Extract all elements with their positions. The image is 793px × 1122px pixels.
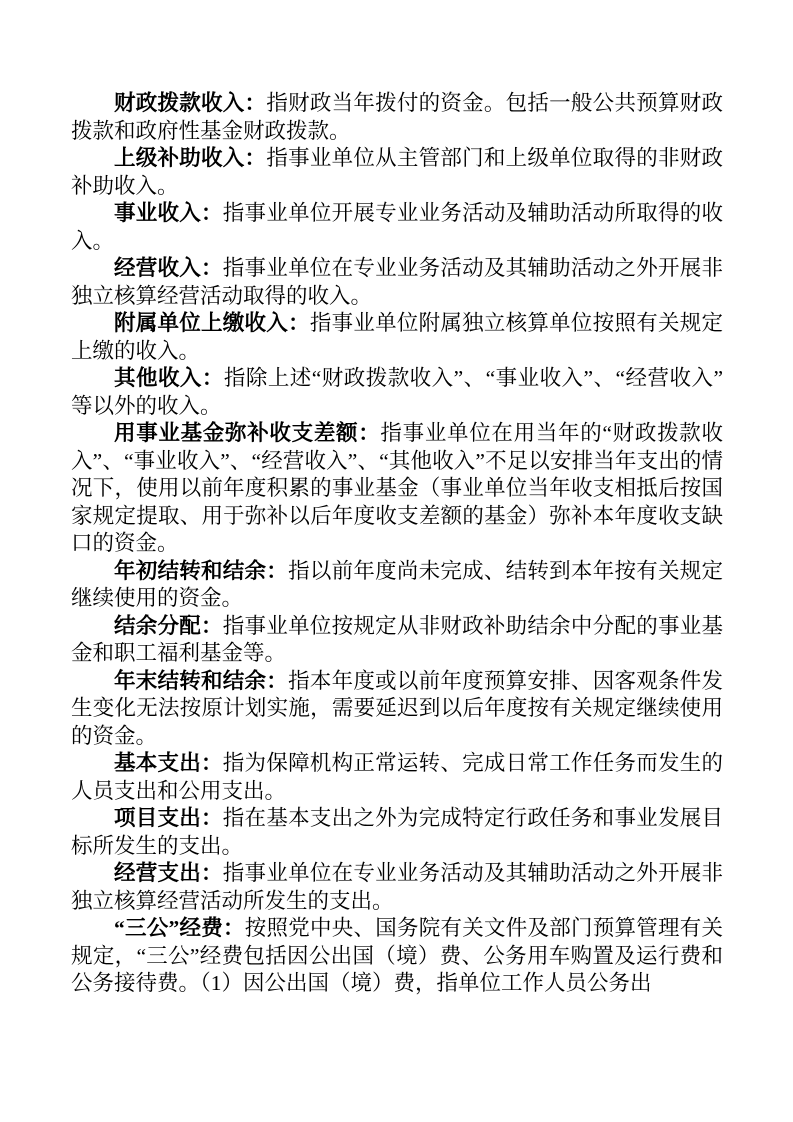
definition-paragraph bbox=[71, 915, 723, 998]
term-label: “三公”经费： bbox=[114, 916, 245, 940]
definition-paragraph bbox=[71, 860, 723, 915]
definition-text: 指事业单位在专业业务活动及其辅助活动之外开展非独立核算经营活动取得的收入。 bbox=[71, 256, 723, 308]
term-label: 年末结转和结余： bbox=[114, 668, 289, 693]
definition-text: 指财政当年拨付的资金。包括一般公共预算财政拨款和政府性基金财政拨款。 bbox=[71, 91, 723, 143]
term-label: 财政拨款收入： bbox=[114, 91, 267, 115]
term-label: 经营支出： bbox=[114, 861, 223, 885]
definition-text: 指事业单位附属独立核算单位按照有关规定上缴的收入。 bbox=[71, 311, 723, 363]
definition-paragraph bbox=[71, 145, 723, 200]
definition-text: 按照党中央、国务院有关文件及部门预算管理有关规定，“三公”经费包括因公出国（境）费、公务用车购置及运行费和公务接待费。（1）因公出国（境）费，指单位工作人员公务出 bbox=[71, 916, 723, 995]
definition-paragraph bbox=[71, 365, 723, 420]
definition-paragraph bbox=[71, 558, 723, 613]
term-label: 经营收入： bbox=[114, 256, 223, 280]
term-label: 其他收入： bbox=[114, 366, 224, 390]
term-label: 结余分配： bbox=[114, 613, 223, 638]
definition-paragraph bbox=[71, 200, 723, 255]
definition-text: 指事业单位从主管部门和上级单位取得的非财政补助收入。 bbox=[71, 146, 723, 198]
definition-paragraph bbox=[71, 310, 723, 365]
definition-text: 指以前年度尚未完成、结转到本年按有关规定继续使用的资金。 bbox=[71, 558, 723, 610]
term-label: 上级补助收入： bbox=[114, 146, 267, 170]
definition-paragraph bbox=[71, 750, 723, 805]
definition-text: 指除上述“财政拨款收入”、“事业收入”、“经营收入”等以外的收入。 bbox=[71, 366, 723, 418]
term-label: 事业收入： bbox=[114, 201, 223, 225]
definition-text: 指在基本支出之外为完成特定行政任务和事业发展目标所发生的支出。 bbox=[71, 806, 723, 858]
term-label: 项目支出： bbox=[114, 806, 223, 830]
definition-text: 指事业单位开展专业业务活动及辅助活动所取得的收入。 bbox=[71, 201, 723, 253]
definition-text: 指为保障机构正常运转、完成日常工作任务而发生的人员支出和公用支出。 bbox=[71, 751, 723, 803]
definition-paragraph bbox=[71, 613, 723, 668]
term-label: 附属单位上缴收入： bbox=[114, 311, 310, 335]
term-label: 基本支出： bbox=[114, 751, 223, 775]
document-body bbox=[71, 90, 723, 998]
definition-text: 指事业单位在专业业务活动及其辅助活动之外开展非独立核算经营活动所发生的支出。 bbox=[71, 861, 723, 913]
term-label: 年初结转和结余： bbox=[114, 558, 289, 583]
definition-paragraph bbox=[71, 668, 723, 751]
definition-text: 指本年度或以前年度预算安排、因客观条件发生变化无法按原计划实施，需要延迟到以后年度按有关规定继续使用的资金。 bbox=[71, 668, 723, 748]
definition-paragraph bbox=[71, 255, 723, 310]
definition-text: 指事业单位按规定从非财政补助结余中分配的事业基金和职工福利基金等。 bbox=[71, 613, 723, 665]
definition-paragraph bbox=[71, 805, 723, 860]
definition-paragraph bbox=[71, 420, 723, 558]
definition-text: 指事业单位在用当年的“财政拨款收入”、“事业收入”、“经营收入”、“其他收入”不足以安排当年支出的情况下，使用以前年度积累的事业基金（事业单位当年收支相抵后按国家规定提取、用于弥补以后年度收支差额的基金）弥补本年度收支缺口的资金。 bbox=[71, 421, 723, 555]
term-label: 用事业基金弥补收支差额： bbox=[114, 421, 381, 445]
definition-paragraph bbox=[71, 90, 723, 145]
